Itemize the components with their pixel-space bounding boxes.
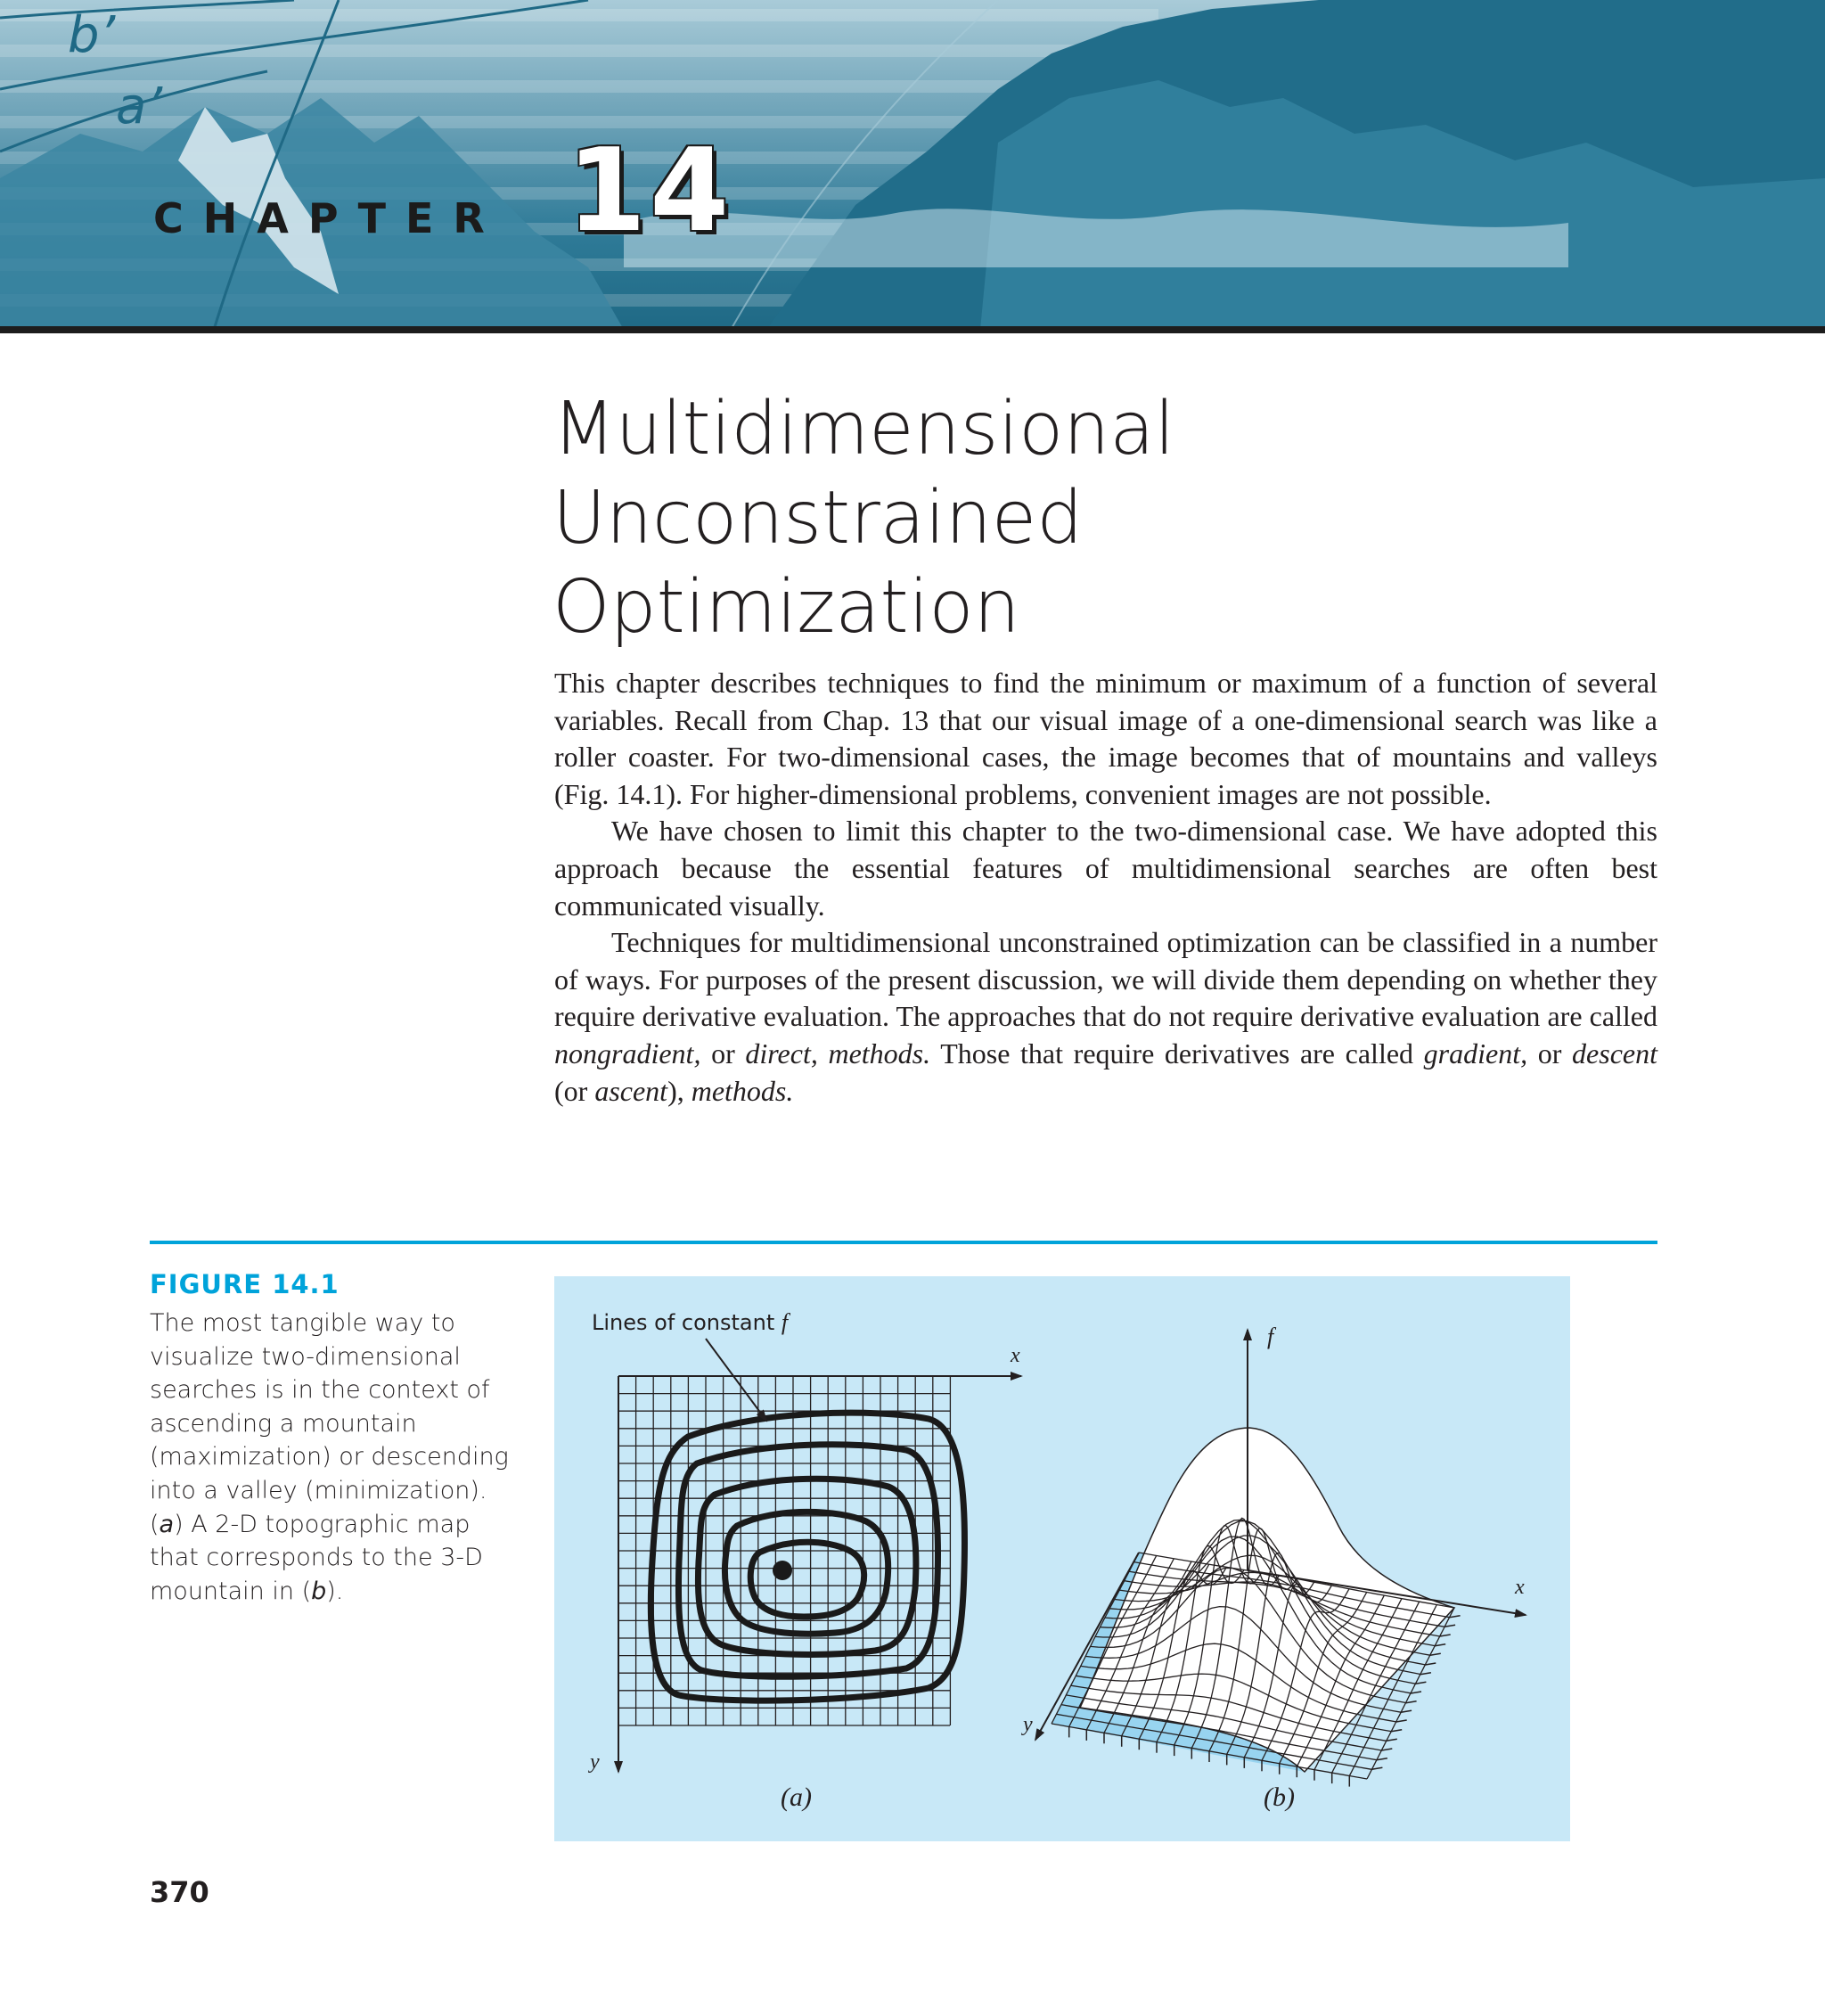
annotation-arrow bbox=[706, 1339, 766, 1421]
caption-italic-a: a bbox=[159, 1510, 175, 1538]
paragraph-1: This chapter describes techniques to find the minimum or maximum of a function of several variables. Recall from Chap. 13 that our visual image of a one-dimensional search was like a roller coaster. For two-dimensional cases, the image becomes that of mountains and valleys (Fig. 14.1). For higher-dimensional problems, convenient images are not possible. bbox=[554, 667, 1657, 810]
panel-b-sublabel: (b) bbox=[1264, 1782, 1295, 1812]
contour-annotation bbox=[592, 1309, 791, 1335]
chapter-label: CHAPTER bbox=[153, 194, 504, 242]
term-ascent: ascent bbox=[594, 1074, 668, 1107]
contour-grid bbox=[618, 1376, 950, 1725]
panel-b-surface bbox=[1021, 1324, 1526, 1812]
figure-rule bbox=[150, 1241, 1657, 1244]
panel-b-x-label: x bbox=[1515, 1576, 1525, 1599]
p3-text-a: Techniques for multidimensional unconstrained optimization can be classified in a number of ways. For purposes of the present discussion, we will divide them depending on whether they require derivative evaluation. The approaches that do not require derivative evaluation are called bbox=[554, 926, 1657, 1033]
p3-text-f: ), bbox=[667, 1074, 692, 1107]
chapter-number: 14 bbox=[567, 125, 733, 258]
term-nongradient: nongradient, bbox=[554, 1037, 701, 1069]
base-tick bbox=[1440, 1635, 1451, 1636]
contour-line-3 bbox=[698, 1479, 916, 1654]
term-gradient: gradient, bbox=[1423, 1037, 1528, 1069]
chapter-banner bbox=[0, 0, 1825, 330]
base-tick bbox=[1411, 1692, 1421, 1693]
base-tick bbox=[1444, 1625, 1455, 1627]
p3-text-b: or bbox=[700, 1037, 746, 1069]
base-tick bbox=[1371, 1767, 1382, 1769]
base-tick bbox=[1420, 1673, 1431, 1675]
contour-annotation-var: f bbox=[781, 1309, 789, 1335]
page-number: 370 bbox=[150, 1875, 209, 1909]
base-tick bbox=[1401, 1710, 1412, 1712]
base-tick bbox=[1387, 1739, 1397, 1741]
panel-a-y-label: y bbox=[590, 1750, 600, 1774]
figure-label: FIGURE 14.1 bbox=[150, 1269, 340, 1299]
panel-b-y-label: y bbox=[1023, 1713, 1033, 1736]
p3-text-c: Those that require derivatives are called bbox=[930, 1037, 1424, 1069]
term-descent: descent bbox=[1572, 1037, 1657, 1069]
chapter-title-line-1: Multidimensional Unconstrained bbox=[552, 387, 1175, 561]
base-tick bbox=[1377, 1758, 1387, 1760]
paragraph-2: We have chosen to limit this chapter to the two-dimensional case. We have adopted this approach because the essential features of multidimensional searches are often best communicated visually. bbox=[554, 815, 1657, 922]
banner-b-prime: b’ bbox=[68, 6, 116, 64]
panel-a-contour-map bbox=[588, 1309, 1021, 1812]
panel-a-sublabel: (a) bbox=[781, 1782, 812, 1812]
contour-annotation-text: Lines of constant bbox=[592, 1310, 775, 1335]
contour-line-5 bbox=[750, 1542, 863, 1617]
figure-panel bbox=[554, 1276, 1570, 1841]
banner-artwork bbox=[0, 0, 1825, 330]
term-direct-methods: direct, methods. bbox=[745, 1037, 931, 1069]
base-tick bbox=[1435, 1644, 1445, 1646]
contour-peak-dot bbox=[773, 1561, 792, 1580]
base-tick bbox=[1415, 1682, 1426, 1684]
contour-lines bbox=[651, 1413, 964, 1700]
chapter-title-line-2: Optimization bbox=[552, 565, 1020, 650]
caption-text-c: ). bbox=[326, 1577, 344, 1605]
panel-b-f-label: f bbox=[1267, 1324, 1274, 1349]
figure-svg bbox=[554, 1276, 1570, 1841]
term-methods: methods. bbox=[691, 1074, 794, 1107]
p3-text-d: or bbox=[1527, 1037, 1573, 1069]
body-text bbox=[554, 665, 1657, 1110]
caption-italic-b: b bbox=[311, 1577, 327, 1605]
paragraph-3 bbox=[554, 924, 1657, 1110]
panel-a-x-label: x bbox=[1011, 1344, 1020, 1367]
banner-a-prime: a’ bbox=[116, 78, 163, 135]
base-tick bbox=[1450, 1616, 1461, 1618]
base-tick bbox=[1381, 1749, 1392, 1750]
base-tick bbox=[1396, 1720, 1407, 1722]
caption-text-b: ) A 2-D topographic map that corresponds to the 3-D mountain in ( bbox=[150, 1510, 483, 1605]
base-tick bbox=[1425, 1663, 1436, 1665]
base-tick bbox=[1391, 1730, 1402, 1732]
banner-rule bbox=[0, 326, 1825, 333]
chapter-title bbox=[552, 385, 1711, 652]
figure-caption bbox=[150, 1307, 524, 1608]
base-tick bbox=[1430, 1653, 1441, 1655]
p3-text-e: (or bbox=[554, 1074, 595, 1107]
base-tick bbox=[1406, 1701, 1417, 1703]
caption-text-a: The most tangible way to visualize two-dimensional searches is in the context of ascending a mountain (maximization) or descending into a valley (minimization). ( bbox=[150, 1309, 509, 1538]
